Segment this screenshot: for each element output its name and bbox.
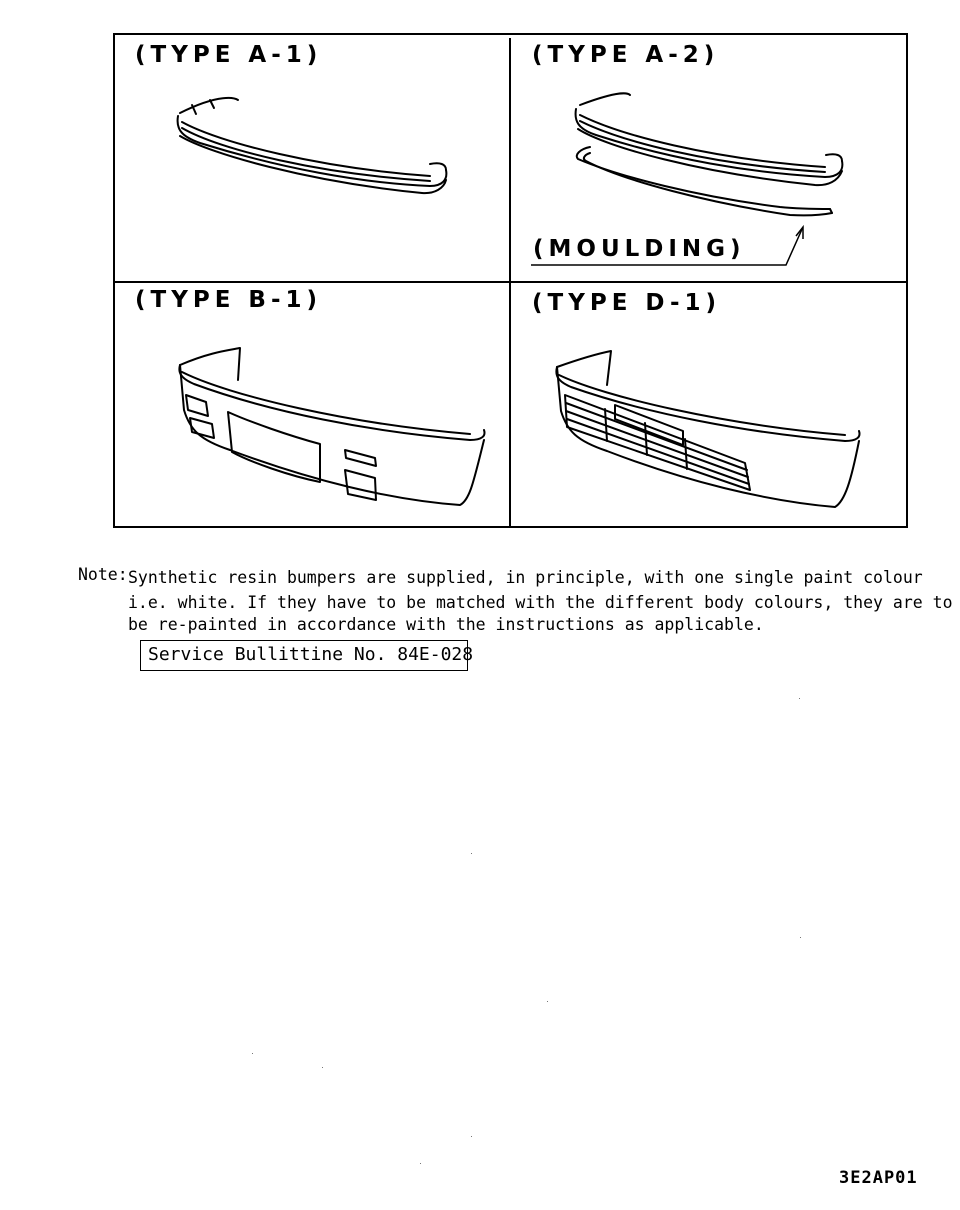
scan-speck <box>471 1136 472 1137</box>
scan-speck <box>322 1067 323 1068</box>
scan-speck <box>799 698 800 699</box>
panel-divider-vertical <box>509 38 511 528</box>
panel-label-type-a2: (TYPE A-2) <box>532 42 720 68</box>
panel-label-type-b1: (TYPE B-1) <box>135 287 323 313</box>
panel-divider-horizontal <box>113 281 908 283</box>
scan-speck <box>420 1163 421 1164</box>
panel-label-type-a1: (TYPE A-1) <box>135 42 323 68</box>
document-code: 3E2AP01 <box>839 1168 918 1188</box>
bumper-b1-icon <box>170 340 500 520</box>
note-prefix: Note: <box>78 565 128 584</box>
bumper-d1-icon <box>545 345 875 525</box>
callout-leader-line <box>528 222 813 270</box>
panel-label-type-d1: (TYPE D-1) <box>532 290 722 316</box>
scan-speck <box>800 937 801 938</box>
note-line-1: Synthetic resin bumpers are supplied, in principle, with one single paint colour <box>128 568 923 587</box>
moulding-callout: (MOULDING) <box>533 236 746 262</box>
service-bulletin-reference: Service Bullittine No. 84E-028 <box>140 640 468 671</box>
note-line-3: be re-painted in accordance with the instructions as applicable. <box>128 615 764 634</box>
bumper-a1-icon <box>160 88 460 208</box>
note-line-2: i.e. white. If they have to be matched with the different body colours, they are to <box>128 593 953 612</box>
scan-speck <box>252 1053 253 1054</box>
scan-speck <box>547 1001 548 1002</box>
scan-speck <box>471 853 472 854</box>
